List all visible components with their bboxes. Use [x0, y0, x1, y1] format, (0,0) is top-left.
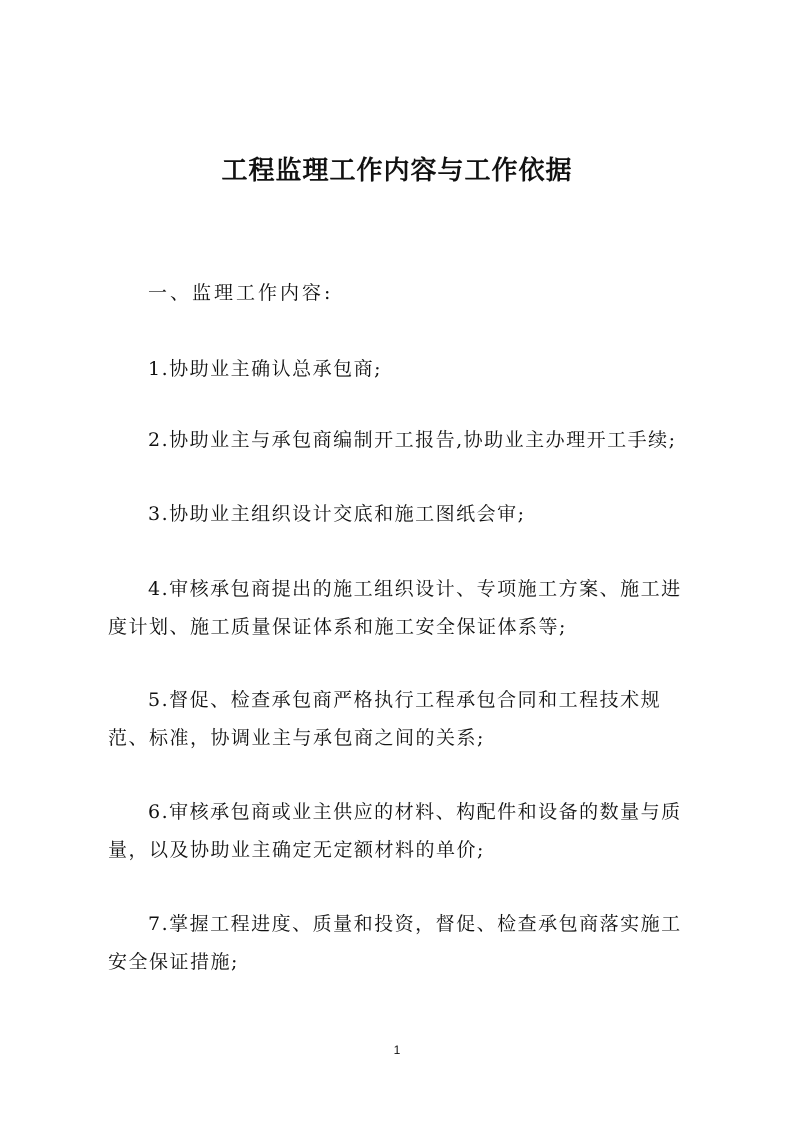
list-item-6: 6.审核承包商或业主供应的材料、构配件和设备的数量与质量，以及协助业主确定无定额材料的单价; — [108, 801, 682, 861]
page-number: 1 — [393, 1043, 401, 1057]
list-item-4: 4.审核承包商提出的施工组织设计、专项施工方案、施工进度计划、施工质量保证体系和施工安全保证体系等; — [108, 578, 682, 638]
list-item-1: 1.协助业主确认总承包商; — [148, 358, 383, 380]
list-item-3: 3.协助业主组织设计交底和施工图纸会审; — [148, 503, 526, 525]
list-item-7: 7.掌握工程进度、质量和投资，督促、检查承包商落实施工安全保证措施; — [108, 913, 682, 973]
section-heading: 一、监理工作内容: — [148, 282, 334, 304]
list-item-5: 5.督促、检查承包商严格执行工程承包合同和工程技术规范、标准，协调业主与承包商之间的关系; — [108, 689, 662, 749]
list-item-2: 2.协助业主与承包商编制开工报告,协助业主办理开工手续; — [148, 429, 677, 451]
document-title: 工程监理工作内容与工作依据 — [221, 156, 573, 186]
